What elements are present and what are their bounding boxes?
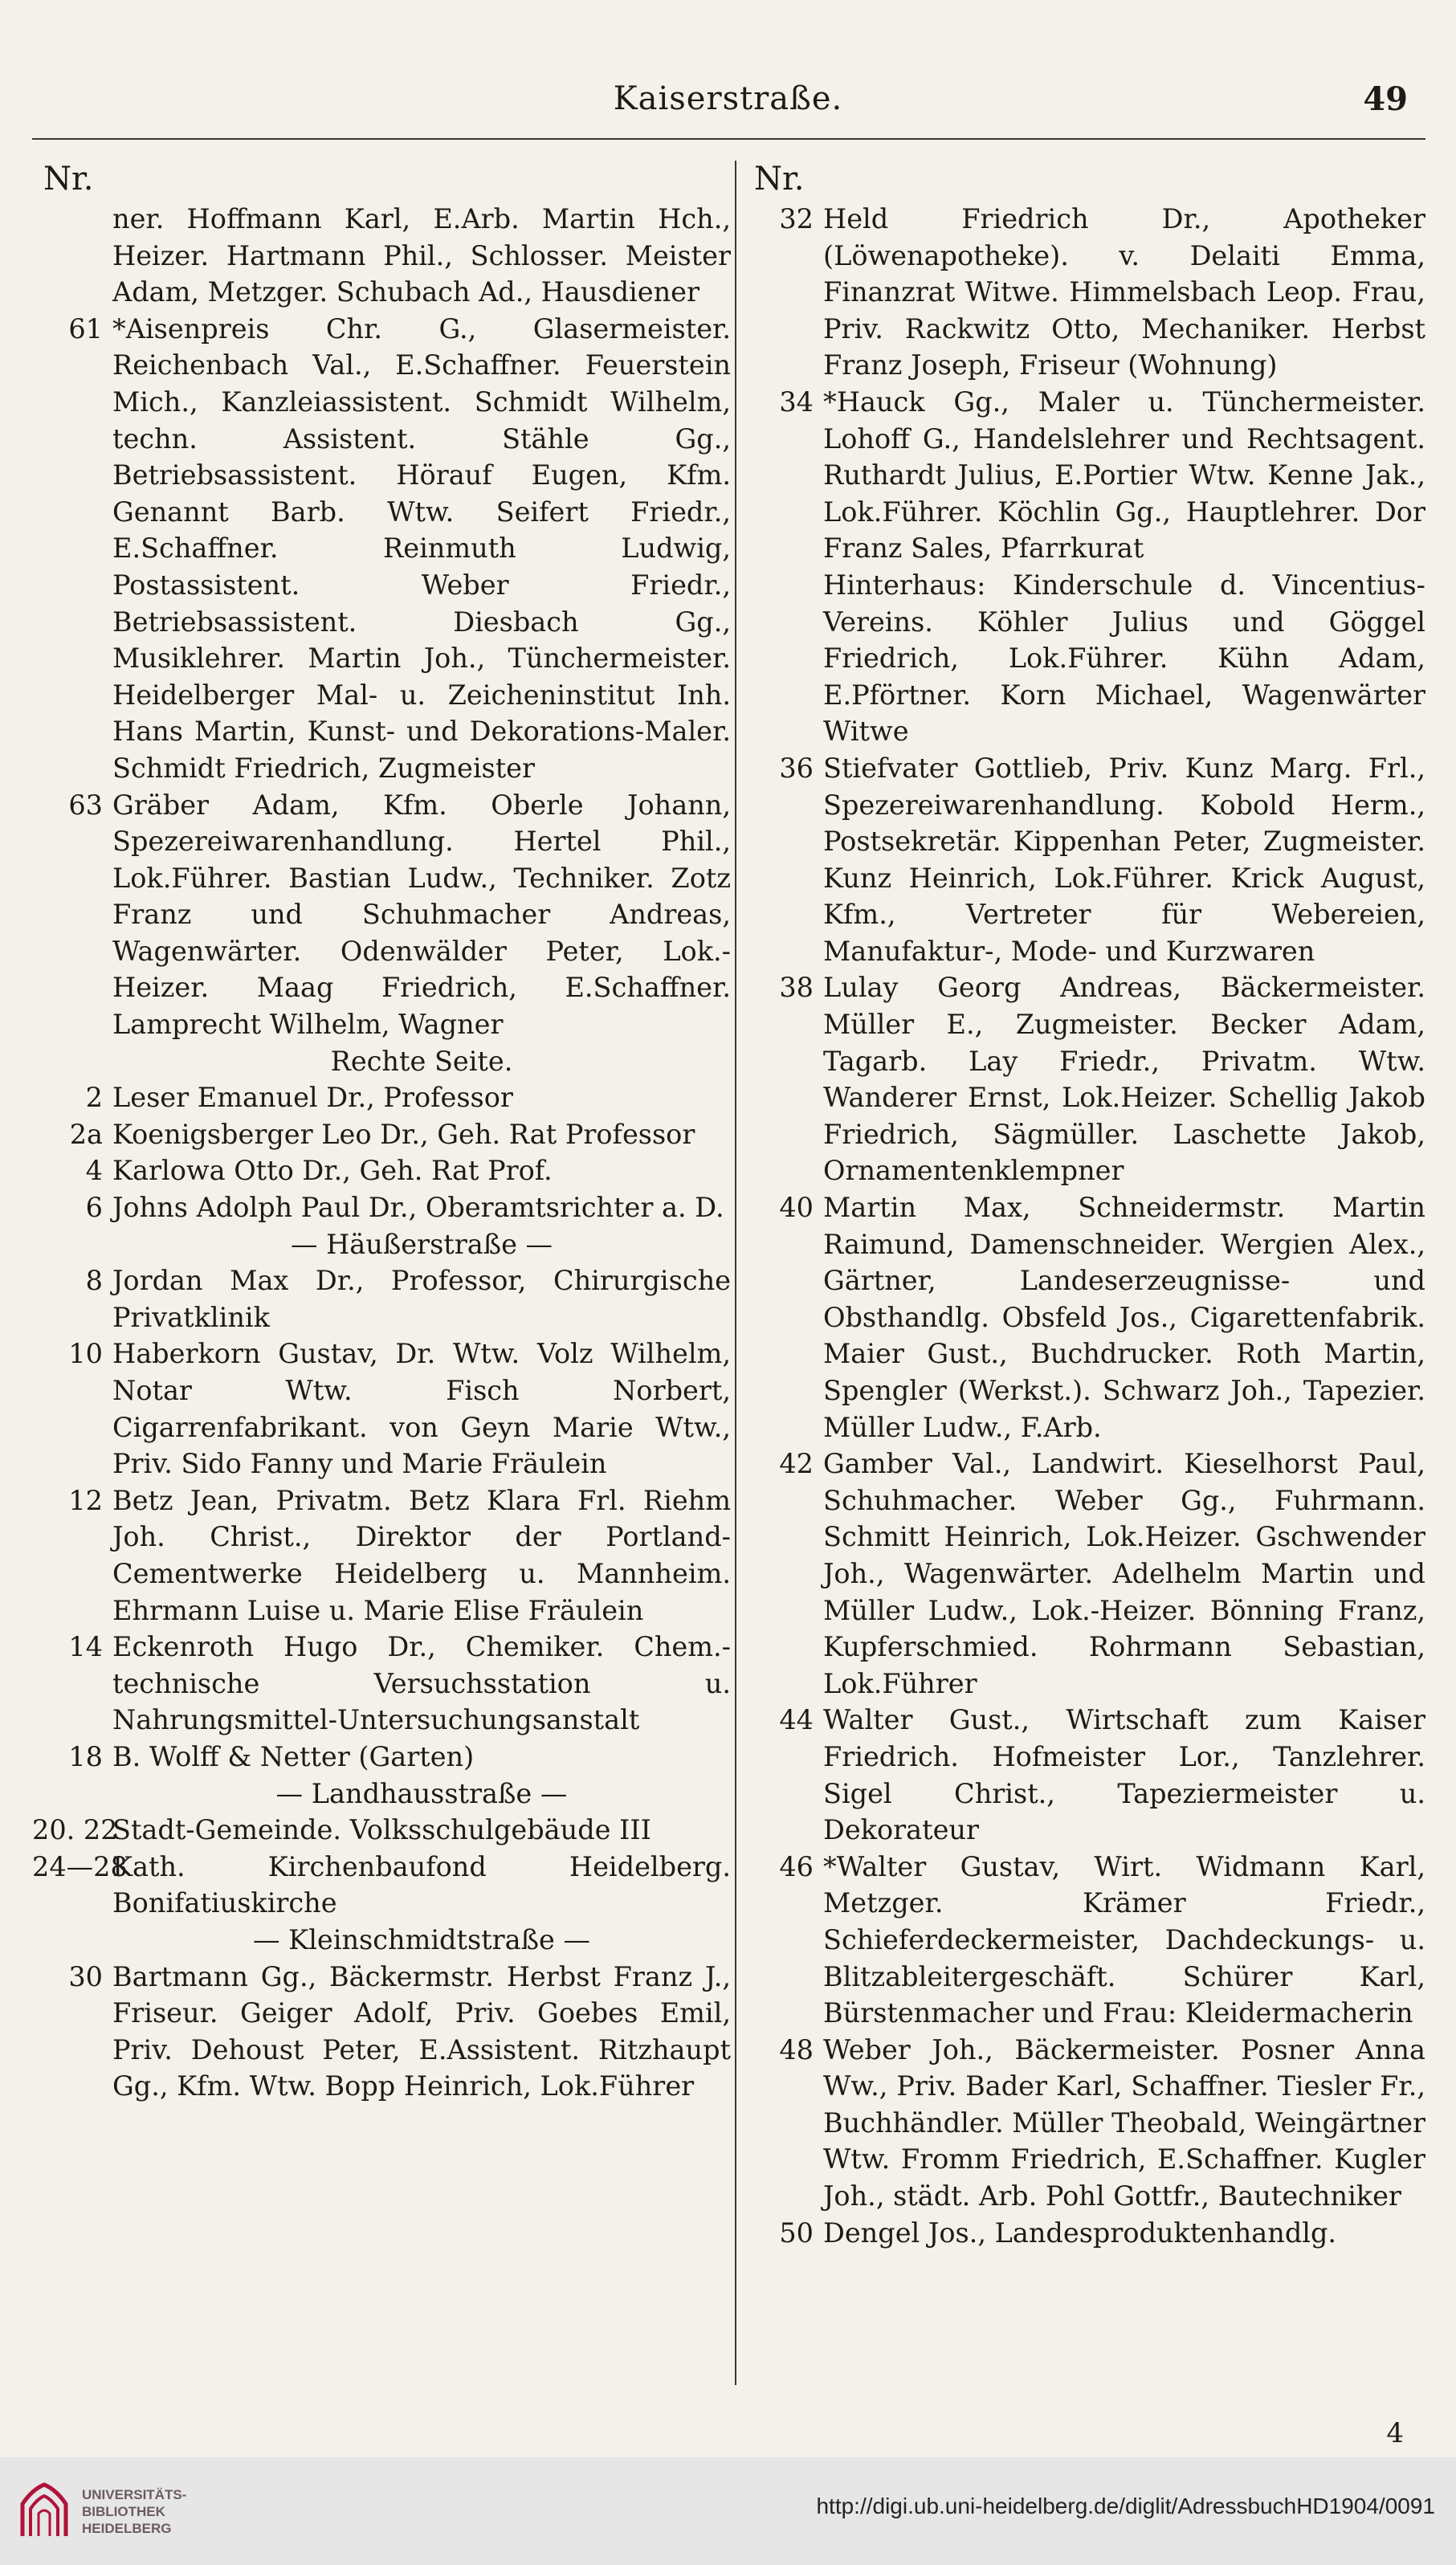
address-entry	[743, 567, 1425, 750]
page-header	[0, 80, 1456, 128]
residents-text: *Hauck Gg., Maler u. Tünchermeister. Lohoff G., Handelslehrer und Rechtsagent. Ruthardt Julius, E.Portier Wtw. Kenne Jak., Lok.Führer. Köchlin Gg., Hauptlehrer. Dor Franz Sales, Pfarrkurat	[823, 385, 1425, 565]
house-number: 36	[779, 752, 814, 784]
street-title: Kaiserstraße.	[613, 80, 843, 117]
house-number: 38	[779, 972, 814, 1004]
address-entry	[743, 969, 1425, 1189]
residents-text: Karlowa Otto Dr., Geh. Rat Prof.	[112, 1155, 553, 1187]
residents-text: Weber Joh., Bäckermeister. Posner Anna Ww., Priv. Bader Karl, Schaffner. Tiesler Fr., Buchhändler. Müller Theobald, Weingärtner Wtw. Fromm Friedrich, E.Schaffner. Kugler Joh., städt. Arb. Pohl Gottfr., Bautechniker	[823, 2033, 1425, 2212]
address-entry	[743, 1849, 1425, 2032]
residents-text: Gamber Val., Landwirt. Kieselhorst Paul, Schuhmacher. Weber Gg., Fuhrmann. Schmitt Heinrich, Lok.Heizer. Gschwender Joh., Wagenwärter. Adelhelm Martin und Müller Ludw., Lok.-Heizer. Bönning Franz, Kupferschmied. Rohrmann Sebastian, Lok.Führer	[823, 1448, 1425, 1699]
library-logo-icon	[16, 2480, 72, 2544]
logo-line: BIBLIOTHEK	[82, 2504, 165, 2519]
page-number: 49	[1363, 80, 1408, 118]
house-number: 6	[85, 1192, 103, 1224]
address-entry	[32, 1739, 731, 1776]
house-number: 14	[68, 1631, 103, 1663]
residents-text: Held Friedrich Dr., Apotheker (Löwenapotheke). v. Delaiti Emma, Finanzrat Witwe. Himmelsbach Leop. Frau, Priv. Rackwitz Otto, Mechaniker. Herbst Franz Joseph, Friseur (Wohnung)	[823, 203, 1425, 381]
footer-bar	[0, 2457, 1456, 2565]
address-entry	[743, 750, 1425, 970]
house-number: 12	[68, 1484, 103, 1516]
nr-label: Nr.	[754, 161, 805, 198]
residents-text: Haberkorn Gustav, Dr. Wtw. Volz Wilhelm, Notar Wtw. Fisch Norbert, Cigarrenfabrikant. von Geyn Marie Wtw., Priv. Sido Fanny und Marie Fräulein	[112, 1338, 731, 1480]
nr-label: Nr.	[43, 161, 94, 198]
house-number: 42	[779, 1448, 814, 1480]
address-entry	[32, 1812, 731, 1849]
source-url-link[interactable]: http://digi.ub.uni-heidelberg.de/diglit/AdressbuchHD1904/0091	[816, 2494, 1435, 2518]
right-column	[743, 161, 1425, 2393]
address-entry	[743, 1446, 1425, 1702]
house-number: 24—28	[32, 1850, 128, 1882]
house-number: 34	[779, 385, 814, 418]
house-number: 44	[779, 1704, 814, 1736]
house-number: 20. 22	[32, 1814, 118, 1846]
logo-line: HEIDELBERG	[82, 2521, 172, 2536]
house-number: 32	[779, 203, 814, 234]
residents-text: Leser Emanuel Dr., Professor	[112, 1082, 513, 1114]
residents-text: Kath. Kirchenbaufond Heidelberg. Bonifatiuskirche	[112, 1850, 731, 1919]
house-number: 2	[85, 1082, 103, 1114]
residents-text: Jordan Max Dr., Professor, Chirurgische Privatklinik	[112, 1265, 731, 1333]
house-number: 48	[779, 2033, 814, 2065]
column-divider	[735, 161, 736, 2385]
address-entry	[743, 201, 1425, 384]
address-entry	[743, 1702, 1425, 1848]
residents-text: *Aisenpreis Chr. G., Glasermeister. Reichenbach Val., E.Schaffner. Feuerstein Mich., Kanzleiassistent. Schmidt Wilhelm, techn. Assistent. Stähle Gg., Betriebsassistent. Hörauf Eugen, Kfm. Genannt Barb. Wtw. Seifert Friedr., E.Schaffner. Reinmuth Ludwig, Postassistent. Weber Friedr., Betriebsassistent. Diesbach Gg., Musiklehrer. Martin Joh., Tünchermeister. Heidelberger Mal- u. Zeicheninstitut Inh. Hans Martin, Kunst- und Dekorations-Maler. Schmidt Friedrich, Zugmeister	[112, 312, 731, 784]
address-entry	[32, 787, 731, 1043]
library-logo[interactable]	[16, 2475, 233, 2547]
house-number: 61	[68, 312, 103, 345]
house-number: 18	[68, 1740, 103, 1772]
address-entry	[32, 1849, 731, 1922]
address-entry	[743, 2215, 1425, 2252]
address-entry	[743, 384, 1425, 567]
header-rule	[32, 138, 1425, 140]
house-number: 30	[68, 1960, 103, 1992]
house-number: 46	[779, 1850, 814, 1882]
address-entry	[32, 1189, 731, 1226]
house-number: 63	[68, 789, 103, 821]
residents-text: Eckenroth Hugo Dr., Chemiker. Chem.-technische Versuchsstation u. Nahrungsmittel-Untersuchungsanstalt	[112, 1631, 731, 1736]
residents-text: *Walter Gustav, Wirt. Widmann Karl, Metzger. Krämer Friedr., Schieferdeckermeister, Dachdeckungs- u. Blitzableitergeschäft. Schürer Karl, Bürstenmacher und Frau: Kleidermacherin	[823, 1850, 1425, 2029]
address-entry	[32, 1629, 731, 1739]
house-number: 8	[85, 1265, 103, 1297]
residents-text: Gräber Adam, Kfm. Oberle Johann, Spezereiwarenhandlung. Hertel Phil., Lok.Führer. Bastian Ludw., Techniker. Zotz Franz und Schuhmacher Andreas, Wagenwärter. Odenwälder Peter, Lok.-Heizer. Maag Friedrich, E.Schaffner. Lamprecht Wilhelm, Wagner	[112, 789, 731, 1041]
house-number	[32, 201, 112, 311]
house-number: 2a	[69, 1118, 103, 1150]
house-number: 50	[779, 2216, 814, 2249]
residents-text: Betz Jean, Privatm. Betz Klara Frl. Riehm Joh. Christ., Direktor der Portland-Cementwerke Heidelberg u. Mannheim. Ehrmann Luise u. Marie Elise Fräulein	[112, 1484, 731, 1626]
residents-text: Hinterhaus: Kinderschule d. Vincentius-Vereins. Köhler Julius und Göggel Friedrich, Lok.Führer. Kühn Adam, E.Pförtner. Korn Michael, Wagenwärter Witwe	[823, 569, 1425, 748]
house-number: 10	[68, 1338, 103, 1370]
address-entry	[32, 201, 731, 311]
address-entry	[32, 311, 731, 787]
address-entry	[32, 1482, 731, 1629]
right-entries	[743, 201, 1425, 2251]
address-entry	[743, 1189, 1425, 1446]
residents-text: Dengel Jos., Landesproduktenhandlg.	[823, 2216, 1337, 2249]
address-entry	[32, 1116, 731, 1153]
section-subheading: — Kleinschmidtstraße —	[253, 1923, 590, 1955]
address-entry	[32, 1079, 731, 1116]
residents-text: Lulay Georg Andreas, Bäckermeister. Müller E., Zugmeister. Becker Adam, Tagarb. Lay Friedr., Privatm. Wtw. Wanderer Ernst, Lok.Heizer. Schellig Jakob Friedrich, Sägmüller. Laschette Jakob, Ornamentenklempner	[823, 972, 1425, 1187]
section-subheading: — Landhausstraße —	[275, 1777, 568, 1809]
residents-text: B. Wolff & Netter (Garten)	[112, 1740, 475, 1772]
house-number: 40	[779, 1192, 814, 1224]
footnote-number: 4	[1386, 2417, 1404, 2449]
house-number	[743, 567, 823, 750]
residents-text: Koenigsberger Leo Dr., Geh. Rat Professor	[112, 1118, 695, 1150]
library-logo-text	[82, 2486, 186, 2537]
residents-text: Walter Gust., Wirtschaft zum Kaiser Friedrich. Hofmeister Lor., Tanzlehrer. Sigel Christ., Tapeziermeister u. Dekorateur	[823, 1704, 1425, 1846]
left-column	[32, 161, 731, 2393]
residents-text: Martin Max, Schneidermstr. Martin Raimund, Damenschneider. Wergien Alex., Gärtner, Landeserzeugnisse- und Obsthandlg. Obsfeld Jos., Cigarettenfabrik. Maier Gust., Buchdrucker. Roth Martin, Spengler (Werkst.). Schwarz Joh., Tapezier. Müller Ludw., F.Arb.	[823, 1192, 1425, 1443]
house-number: 4	[85, 1155, 103, 1187]
section-subheading: Rechte Seite.	[330, 1045, 513, 1077]
left-entries	[32, 201, 731, 2105]
residents-text: ner. Hoffmann Karl, E.Arb. Martin Hch., Heizer. Hartmann Phil., Schlosser. Meister Adam, Metzger. Schubach Ad., Hausdiener	[112, 203, 731, 308]
address-entry	[32, 1262, 731, 1336]
address-entry	[32, 1336, 731, 1482]
address-entry	[32, 1152, 731, 1189]
address-entry	[32, 1959, 731, 2105]
residents-text: Bartmann Gg., Bäckermstr. Herbst Franz J., Friseur. Geiger Adolf, Priv. Goebes Emil, Priv. Dehoust Peter, E.Assistent. Ritzhaupt Gg., Kfm. Wtw. Bopp Heinrich, Lok.Führer	[112, 1960, 731, 2102]
residents-text: Johns Adolph Paul Dr., Oberamtsrichter a. D.	[112, 1192, 724, 1224]
residents-text: Stadt-Gemeinde. Volksschulgebäude III	[112, 1814, 651, 1846]
residents-text: Stiefvater Gottlieb, Priv. Kunz Marg. Frl., Spezereiwarenhandlung. Kobold Herm., Postsekretär. Kippenhan Peter, Zugmeister. Kunz Heinrich, Lok.Führer. Krick August, Kfm., Vertreter für Webereien, Manufaktur-, Mode- und Kurzwaren	[823, 752, 1425, 967]
logo-line: UNIVERSITÄTS-	[82, 2487, 187, 2502]
section-subheading: — Häußerstraße —	[290, 1228, 553, 1260]
address-entry	[743, 2032, 1425, 2215]
